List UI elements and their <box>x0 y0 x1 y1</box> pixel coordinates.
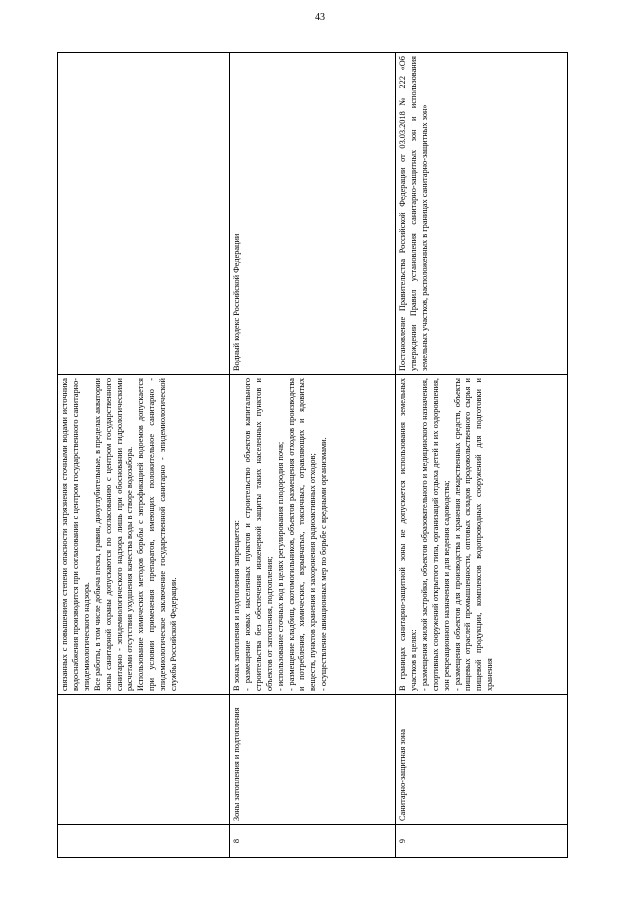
table-row <box>396 53 568 858</box>
row-number <box>58 825 230 858</box>
row-number: 9 <box>396 825 568 858</box>
page-number: 43 <box>315 12 325 23</box>
paragraph: - использование сточных вод в целях регулирования плодородия почв; <box>275 441 285 691</box>
paragraph: - размещения жилой застройки, объектов образовательного и медицинского назначения, спортивных сооружений открытого типа, организаций отдыха детей и их оздоровления, зон рекреационного назначения и для ведения садоводства; <box>419 378 451 691</box>
zone-name: Санитарно-защитная зона <box>396 695 568 825</box>
paragraph: Все работы, в том числе добыча песка, гравия, дноуглубительные, в пределах акватории зоны санитарной охраны допускаются по согласованию с центром государственного санитарно - эпидемиологического надзора лишь при обосновании гидрологическими расчетами отсутствия ухудшения качества воды в створе водозабора. <box>92 378 135 691</box>
restrictions-text <box>396 375 568 695</box>
table-sheet <box>57 53 567 858</box>
paragraph: В границах санитарно-защитной зоны не допускается использования земельных участков в целях: <box>398 378 418 691</box>
rotated-table-container <box>57 53 567 858</box>
row-number: 8 <box>230 825 396 858</box>
restrictions-table <box>57 52 568 858</box>
table-row <box>58 53 230 858</box>
legal-source: Водный кодекс Российской Федерации <box>230 53 396 375</box>
paragraph: связанных с повышением степени опасности загрязнения сточными водами источника водоснабжения производится при согласовании с центром государственного санитарно-эпидемиологического надзора. <box>60 378 91 691</box>
paragraph: - размещения объектов для производства и хранения лекарственных средств, объекты пищевых отраслей промышленности, оптовых складов продовольственного сырья и пищевой продукции, комплексов водопроводных сооружений для подготовки и хранения <box>452 378 495 691</box>
restrictions-text <box>58 375 230 695</box>
legal-source: Постановление Правительства Российской Федерации от 03.03.2018 № 222 «Об утверждении Правил установления санитарно-защитных зон и использования земельных участков, расположенных в границах санитарно-защитных зон» <box>396 53 568 375</box>
zone-name: Зоны затопления и подтопления <box>230 695 396 825</box>
legal-source <box>58 53 230 375</box>
zone-name <box>58 695 230 825</box>
paragraph: В зонах затопления и подтопления запрещается: <box>232 520 241 691</box>
paragraph: Использование химических методов борьбы с эвтрофикацией водоемов допускается при условии применения препаратов, имеющих положительное санитарно - эпидемиологическое заключение государственной санитарно - эпидемиологической службы Российской Федерации. <box>136 378 179 691</box>
paragraph: - размещение кладбищ, скотомогильников, объектов размещения отходов производства и потребления, химических, взрывчатых, токсичных, отравляющих и ядовитых веществ, пунктов хранения и захоронения радиоактивных отходов; <box>286 378 318 691</box>
paragraph: - размещение новых населенных пунктов и строительство объектов капитального строительства без обеспечения инженерной защиты таких населенных пунктов и объектов от затопления, подтопления; <box>242 378 274 691</box>
restrictions-text <box>230 375 396 695</box>
table-row <box>230 53 396 858</box>
paragraph: - осуществление авиационных мер по борьбе с вредными организмами. <box>319 437 329 691</box>
